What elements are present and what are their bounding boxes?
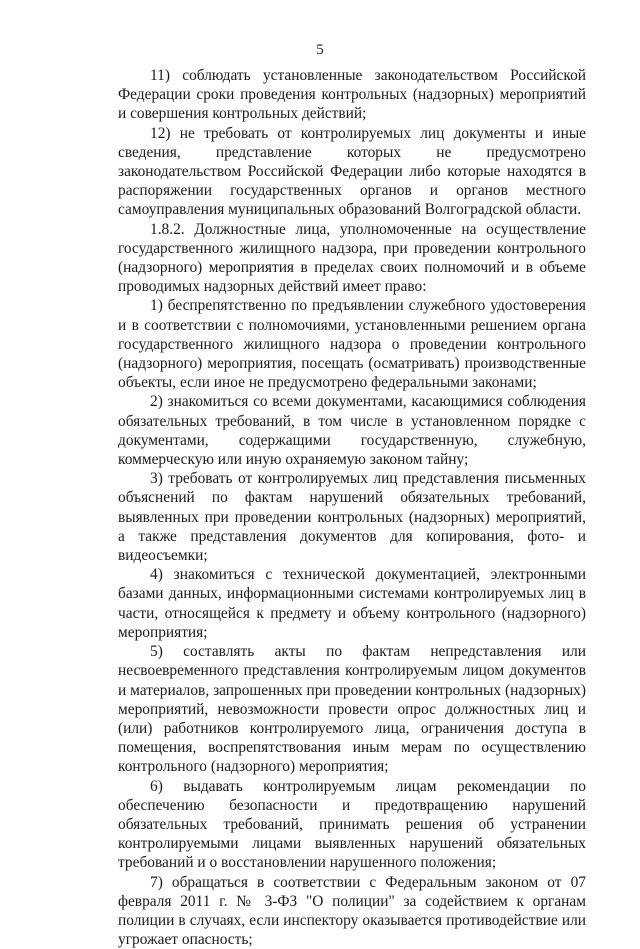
paragraph-12: 12) не требовать от контролируемых лиц документы и иные сведения, представление которых не предусмотрено законодательством Российской Федерации либо которые находятся в распоряжении государственных органов и органов местного самоуправления муниципальных образований Волгоградской области. [118,124,586,219]
paragraph-right-2: 2) знакомиться со всеми документами, касающимися соблюдения обязательных требований, в том числе в установленном порядке с документами, содержащими государственную, служебную, коммерческую или иную охраняемую законом тайну; [118,393,586,469]
paragraph-right-3: 3) требовать от контролируемых лиц представления письменных объяснений по фактам нарушений обязательных требований, выявленных при проведении контрольных (надзорных) мероприятий, а также представления документов для копирования, фото- и видеосъемки; [118,470,586,565]
paragraph-11: 11) соблюдать установленные законодательством Российской Федерации сроки проведения контрольных (надзорных) мероприятий и совершения контрольных действий; [118,67,586,123]
page-number: 5 [316,42,324,58]
paragraph-right-7: 7) обращаться в соответствии с Федеральным законом от 07 февраля 2011 г. № 3-ФЗ "О полиции" за содействием к органам полиции в случаях, если инспектору оказывается противодействие или угрожает опасность; [118,873,586,949]
paragraph-right-1: 1) беспрепятственно по предъявлении служебного удостоверения и в соответствии с полномочиями, установленными решением органа государственного жилищного надзора о проведении контрольного (надзорного) мероприятия, посещать (осматривать) производственные объекты, если иное не предусмотрено федеральными законами; [118,297,586,392]
paragraph-right-6: 6) выдавать контролируемым лицам рекомендации по обеспечению безопасности и предотвращению нарушений обязательных требований, принимать решения об устранении контролируемыми лицами выявленных нарушений обязательных требований и о восстановлении нарушенного положения; [118,777,586,872]
paragraph-1-8-2: 1.8.2. Должностные лица, уполномоченные на осуществление государственного жилищного надзора, при проведении контрольного (надзорного) мероприятия в пределах своих полномочий и в объеме проводимых надзорных действий имеет право: [118,220,586,296]
body-text [118,66,586,949]
paragraph-right-5: 5) составлять акты по фактам непредставления или несвоевременного представления контролируемым лицом документов и материалов, запрошенных при проведении контрольных (надзорных) мероприятий, невозможности провести опрос должностных лиц и (или) работников контролируемого лица, ограничения доступа в помещения, воспрепятствования иным мерам по осуществлению контрольного (надзорного) мероприятия; [118,643,586,776]
paragraph-right-4: 4) знакомиться с технической документацией, электронными базами данных, информационными системами контролируемых лиц в части, относящейся к предмету и объему контрольного (надзорного) мероприятия; [118,566,586,641]
